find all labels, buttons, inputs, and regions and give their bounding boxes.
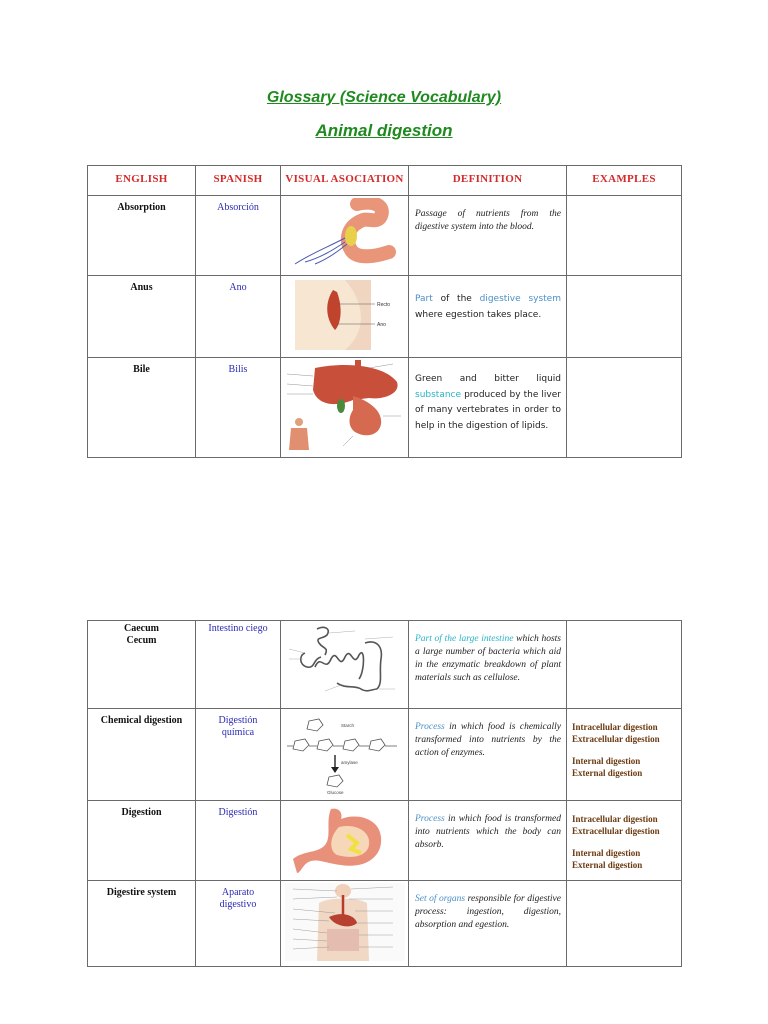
- term-english: Digestire system: [88, 881, 196, 967]
- definition-text: where egestion takes place.: [415, 309, 542, 320]
- definition-cell: Passage of nutrients from the digestive system into the blood.: [409, 196, 567, 276]
- examples-cell: [567, 709, 682, 801]
- definition-cell: [409, 358, 567, 458]
- table-row: [88, 621, 682, 709]
- stomach-icon: [285, 803, 405, 875]
- visual-cell: [281, 881, 409, 967]
- definition-highlight: digestive system: [479, 294, 561, 304]
- header-definition: DEFINITION: [409, 166, 567, 196]
- examples-cell: [567, 196, 682, 276]
- glossary-table-part1: [87, 165, 682, 458]
- term-english: [88, 621, 196, 709]
- table-row: [88, 801, 682, 881]
- definition-text: which hosts a large number of bacteria which aid in the enzymatic breakdown of plant materials such as cellulose.: [415, 634, 561, 683]
- term-english: Absorption: [88, 196, 196, 276]
- term-english: Anus: [88, 276, 196, 358]
- definition-cell: [409, 709, 567, 801]
- definition-highlight: Process: [415, 814, 445, 824]
- term-spanish-line: Aparato: [221, 887, 255, 898]
- term-spanish-line: digestivo: [219, 899, 257, 910]
- example-item: Internal digestion: [572, 756, 641, 766]
- visual-cell: [281, 709, 409, 801]
- table-row: [88, 881, 682, 967]
- definition-highlight: Set of organs: [415, 894, 466, 904]
- term-spanish: [196, 709, 281, 801]
- example-item: External digestion: [572, 860, 643, 870]
- table-row: [88, 358, 682, 458]
- page-subtitle: Animal digestion: [315, 121, 453, 140]
- table-row: [88, 196, 682, 276]
- definition-highlight: Part of the large intestine: [415, 634, 514, 644]
- page-title: Glossary (Science Vocabulary): [266, 89, 502, 106]
- term-english-line: Cecum: [126, 635, 157, 646]
- term-english: Chemical digestion: [88, 709, 196, 801]
- digestive-system-diagram-icon: [285, 883, 405, 961]
- definition-cell: [409, 881, 567, 967]
- example-item: Intracellular digestion: [572, 814, 658, 824]
- examples-cell: [567, 276, 682, 358]
- starch-amylase-diagram-icon: [285, 711, 405, 795]
- definition-cell: [409, 276, 567, 358]
- svg-text:Starch: Starch: [340, 723, 354, 728]
- definition-cell: [409, 801, 567, 881]
- example-item: External digestion: [572, 768, 643, 778]
- example-item: Internal digestion: [572, 848, 641, 858]
- definition-cell: [409, 621, 567, 709]
- definition-text: Green and bitter liquid: [415, 374, 561, 384]
- table-row: [88, 276, 682, 358]
- definition-text: responsible for digestive process: ingestion, digestion, absorption and egestion.: [415, 894, 561, 930]
- definition-text: in which food is transformed into nutrients which the body can absorb.: [415, 814, 561, 850]
- svg-text:Recto: Recto: [376, 302, 390, 308]
- term-english: Digestion: [88, 801, 196, 881]
- table-row: [88, 709, 682, 801]
- table-header-row: [88, 166, 682, 196]
- term-spanish-line: Digestión: [218, 715, 258, 726]
- header-english: ENGLISH: [88, 166, 196, 196]
- visual-cell: [281, 276, 409, 358]
- visual-cell: [281, 621, 409, 709]
- term-spanish: Digestión: [196, 801, 281, 881]
- example-item: Intracellular digestion: [572, 722, 658, 732]
- examples-cell: [567, 358, 682, 458]
- term-spanish: Bilis: [196, 358, 281, 458]
- term-spanish: Absorción: [196, 196, 281, 276]
- term-english: Bile: [88, 358, 196, 458]
- term-spanish: Ano: [196, 276, 281, 358]
- definition-text: in which food is chemically transformed into nutrients by the action of enzymes.: [415, 722, 561, 758]
- definition-highlight: Part: [415, 294, 433, 304]
- svg-text:Ano: Ano: [376, 322, 386, 328]
- examples-cell: [567, 881, 682, 967]
- definition-text: produced by the liver of many vertebrates in order to help in the digestion of lipids.: [415, 389, 561, 431]
- term-spanish: [196, 881, 281, 967]
- rectum-anus-icon: [285, 278, 405, 352]
- svg-text:Glucose: Glucose: [326, 790, 344, 795]
- definition-text: of the: [432, 294, 480, 304]
- svg-text:amylase: amylase: [340, 760, 358, 765]
- header-examples: EXAMPLES: [567, 166, 682, 196]
- header-spanish: SPANISH: [196, 166, 281, 196]
- examples-cell: [567, 621, 682, 709]
- visual-cell: [281, 801, 409, 881]
- visual-cell: [281, 358, 409, 458]
- header-visual: VISUAL ASOCIATION: [281, 166, 409, 196]
- liver-gallbladder-icon: [283, 360, 407, 452]
- definition-highlight: substance: [415, 389, 462, 400]
- definition-highlight: Process: [415, 722, 445, 732]
- term-spanish-line: química: [221, 727, 255, 738]
- example-item: Extracellular digestion: [572, 734, 660, 744]
- intestine-absorption-icon: [285, 198, 405, 270]
- glossary-table-part2: [87, 620, 682, 967]
- example-item: Extracellular digestion: [572, 826, 660, 836]
- term-spanish: Intestino ciego: [196, 621, 281, 709]
- visual-cell: [281, 196, 409, 276]
- intestine-caecum-icon: [285, 623, 405, 703]
- examples-cell: [567, 801, 682, 881]
- term-english-line: Caecum: [124, 623, 159, 634]
